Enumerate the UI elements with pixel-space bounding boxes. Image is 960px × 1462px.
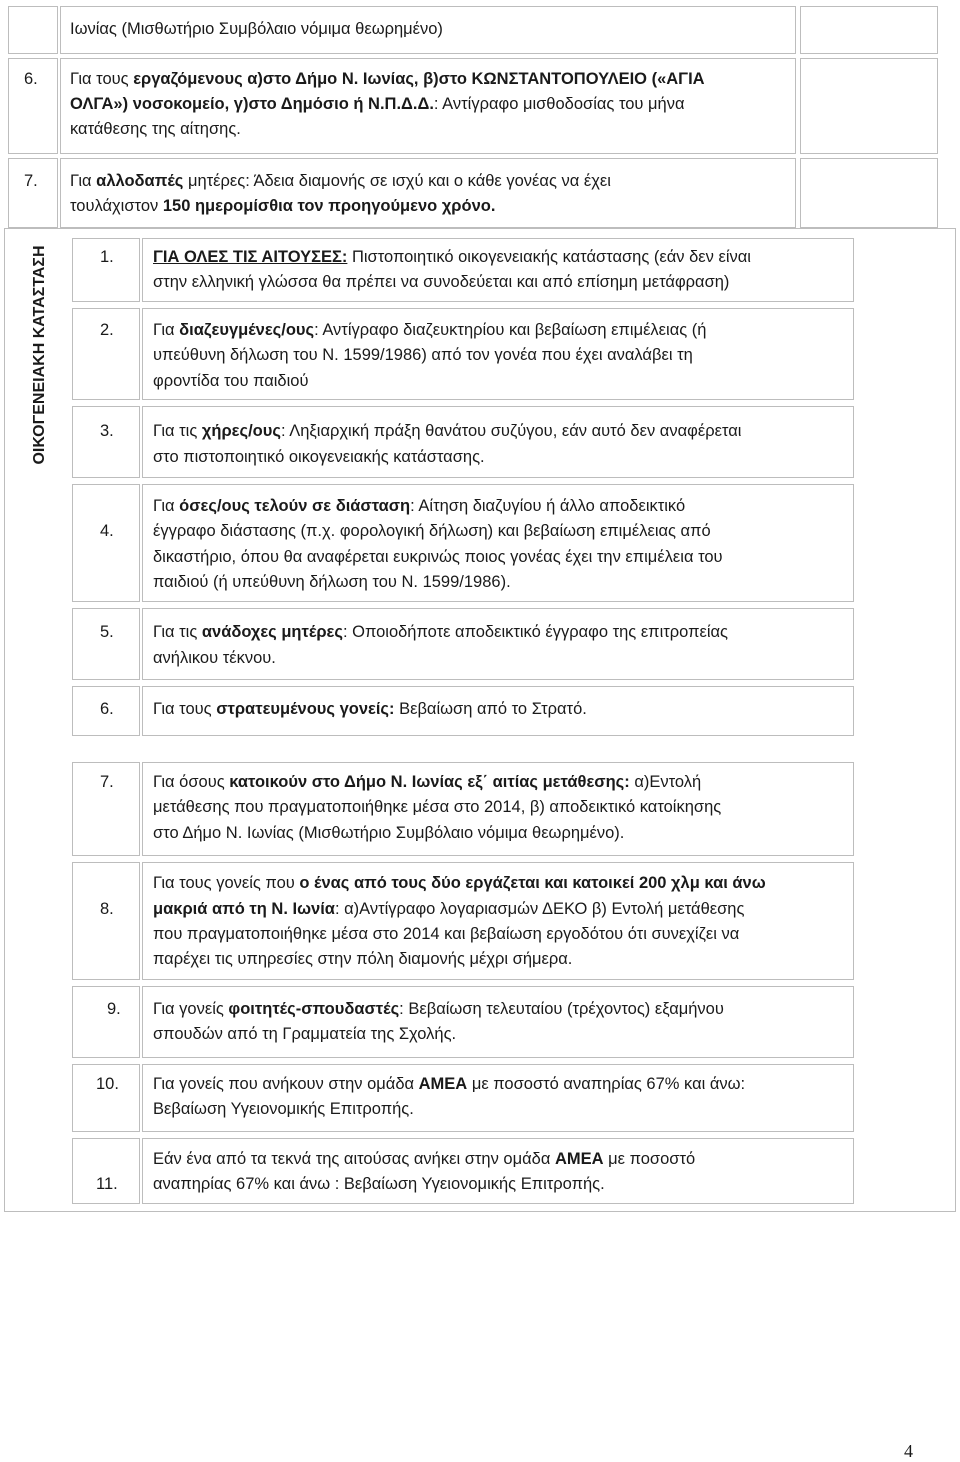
item-8-line-2: μακριά από τη Ν. Ιωνία: α)Αντίγραφο λογαριασμών ΔΕΚΟ β) Εντολή μετάθεσης	[153, 900, 745, 918]
item-4-line-2: έγγραφο διάστασης (π.χ. φορολογική δήλωση) και βεβαίωση επιμέλειας από	[153, 522, 711, 540]
item-5-number: 5.	[100, 623, 114, 641]
item-4-line-3: δικαστήριο, όπου θα αναφέρεται ευκρινώς ποιος γονέας έχει την επιμέλεια του	[153, 548, 723, 566]
item-7-line-2: μετάθεσης που πραγματοποιήθηκε μέσα στο 2014, β) αποδεικτικό κατοίκησης	[153, 798, 722, 816]
top-row-0-text: Ιωνίας (Μισθωτήριο Συμβόλαιο νόμιμα θεωρημένο)	[70, 20, 443, 38]
item-2-number: 2.	[100, 321, 114, 339]
item-4-number: 4.	[100, 522, 114, 540]
top-row-7-line-1: Για αλλοδαπές μητέρες: Άδεια διαμονής σε ισχύ και ο κάθε γονέας να έχει	[70, 172, 611, 190]
item-8-line-1: Για τους γονείς που ο ένας από τους δύο εργάζεται και κατοικεί 200 χλμ και άνω	[153, 874, 766, 892]
item-9-line-2: σπουδών από τη Γραμματεία της Σχολής.	[153, 1025, 457, 1043]
item-2-line-3: φροντίδα του παιδιού	[153, 372, 309, 390]
item-3-number: 3.	[100, 422, 114, 440]
item-8-line-3: που πραγματοποιήθηκε μέσα στο 2014 και βεβαίωση εργοδότου ότι συνεχίζει να	[153, 925, 740, 943]
top-row-7-line-2: τουλάχιστον 150 ημερομίσθια τον προηγούμενο χρόνο.	[70, 197, 496, 215]
item-5-line-2: ανήλικου τέκνου.	[153, 649, 276, 667]
item-8-number: 8.	[100, 900, 114, 918]
item-2-line-2: υπεύθυνη δήλωση του Ν. 1599/1986) από τον γονέα που έχει αναλάβει τη	[153, 346, 693, 364]
item-11-number: 11.	[96, 1175, 118, 1193]
item-6-line-1: Για τους στρατευμένους γονείς: Βεβαίωση από το Στρατό.	[153, 700, 587, 718]
item-11-line-1: Εάν ένα από τα τεκνά της αιτούσας ανήκει στην ομάδα ΑΜΕΑ με ποσοστό	[153, 1150, 696, 1168]
family-status-label-box	[20, 230, 60, 480]
item-2-line-1: Για διαζευγμένες/ους: Αντίγραφο διαζευκτηρίου και βεβαίωση επιμέλειας (ή	[153, 321, 707, 339]
item-4-line-1: Για όσες/ους τελούν σε διάσταση: Αίτηση διαζυγίου ή άλλο αποδεικτικό	[153, 497, 686, 515]
item-4-line-4: παιδιού (ή υπεύθυνη δήλωση του Ν. 1599/1986).	[153, 573, 511, 591]
item-5-line-1: Για τις ανάδοχες μητέρες: Οποιοδήποτε αποδεικτικό έγγραφο της επιτροπείας	[153, 623, 728, 641]
item-10-line-1: Για γονείς που ανήκουν στην ομάδα ΑΜΕΑ με ποσοστό αναπηρίας 67% και άνω:	[153, 1075, 746, 1093]
top-row-6-line-3: κατάθεσης της αίτησης.	[70, 120, 241, 138]
family-status-label: ΟΙΚΟΓΕΝΕΙΑΚΗ ΚΑΤΑΣΤΑΣΗ	[31, 245, 48, 465]
item-3-line-2: στο πιστοποιητικό οικογενειακής κατάστασης.	[153, 448, 485, 466]
item-10-number: 10.	[96, 1075, 119, 1093]
item-3-line-1: Για τις χήρες/ους: Ληξιαρχική πράξη θανάτου συζύγου, εάν αυτό δεν αναφέρεται	[153, 422, 742, 440]
item-8-line-4: παρέχει τις υπηρεσίες στην πόλη διαμονής μέχρι σήμερα.	[153, 950, 573, 968]
item-9-number-cell	[72, 986, 140, 1058]
item-1-line-2: στην ελληνική γλώσσα θα πρέπει να συνοδεύεται και από επίσημη μετάφραση)	[153, 273, 730, 291]
top-row-6-col3-cell	[800, 58, 938, 154]
top-row-0-number-cell	[8, 6, 58, 54]
item-9-number: 9.	[107, 1000, 121, 1018]
item-11-line-2: αναπηρίας 67% και άνω : Βεβαίωση Υγειονομικής Επιτροπής.	[153, 1175, 605, 1193]
item-7-line-1: Για όσους κατοικούν στο Δήμο Ν. Ιωνίας εξ΄ αιτίας μετάθεσης: α)Εντολή	[153, 773, 702, 791]
top-row-6-number: 6.	[24, 70, 38, 88]
item-7-line-3: στο Δήμο Ν. Ιωνίας (Μισθωτήριο Συμβόλαιο νόμιμα θεωρημένο).	[153, 824, 625, 842]
top-row-0-col3-cell	[800, 6, 938, 54]
top-row-7-col3-cell	[800, 158, 938, 228]
item-10-line-2: Βεβαίωση Υγειονομικής Επιτροπής.	[153, 1100, 414, 1118]
item-7-number: 7.	[100, 773, 114, 791]
page-number: 4	[904, 1441, 913, 1461]
item-6-number: 6.	[100, 700, 114, 718]
item-1-line-1: ΓΙΑ ΟΛΕΣ ΤΙΣ ΑΙΤΟΥΣΕΣ: Πιστοποιητικό οικογενειακής κατάστασης (εάν δεν είναι	[153, 248, 751, 266]
item-1-number: 1.	[100, 248, 114, 266]
item-9-line-1: Για γονείς φοιτητές-σπουδαστές: Βεβαίωση τελευταίου (τρέχοντος) εξαμήνου	[153, 1000, 724, 1018]
top-row-7-number: 7.	[24, 172, 38, 190]
top-row-6-line-2: ΟΛΓΑ») νοσοκομείο, γ)στο Δημόσιο ή Ν.Π.Δ.Δ.: Αντίγραφο μισθοδοσίας του μήνα	[70, 95, 685, 113]
top-row-6-line-1: Για τους εργαζόμενους α)στο Δήμο Ν. Ιωνίας, β)στο ΚΩΝΣΤΑΝΤΟΠΟΥΛΕΙΟ («ΑΓΙΑ	[70, 70, 705, 88]
